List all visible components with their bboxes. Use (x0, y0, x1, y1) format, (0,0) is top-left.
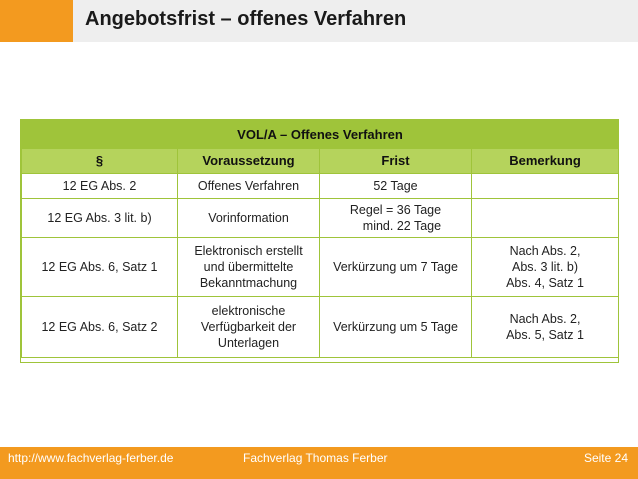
slide-title: Angebotsfrist – offenes Verfahren (85, 8, 407, 30)
cell-deadline: 52 Tage (320, 174, 472, 199)
slide-footer (0, 447, 638, 479)
column-header-remark: Bemerkung (472, 149, 619, 174)
cell-remark (472, 199, 619, 238)
cell-section: 12 EG Abs. 3 lit. b) (22, 199, 178, 238)
cell-requirement: Vorinformation (178, 199, 320, 238)
cell-remark: Nach Abs. 2, Abs. 3 lit. b) Abs. 4, Satz 1 (472, 238, 619, 297)
table-row (22, 297, 619, 358)
header-accent-bar (0, 0, 73, 42)
cell-requirement: elektronische Verfügbarkeit der Unterlagen (178, 297, 320, 358)
column-header-requirement: Voraussetzung (178, 149, 320, 174)
table-row (22, 199, 619, 238)
deadline-text: Regel = 36 Tage mind. 22 Tage (349, 203, 442, 233)
column-header-deadline: Frist (320, 149, 472, 174)
cell-section: 12 EG Abs. 6, Satz 2 (22, 297, 178, 358)
footer-url-link[interactable]: http://www.fachverlag-ferber.de (8, 451, 174, 465)
cell-remark: Nach Abs. 2, Abs. 5, Satz 1 (472, 297, 619, 358)
cell-section: 12 EG Abs. 2 (22, 174, 178, 199)
cell-requirement: Elektronisch erstellt und übermittelte Bekanntmachung (178, 238, 320, 297)
cell-section: 12 EG Abs. 6, Satz 1 (22, 238, 178, 297)
column-header-section: § (22, 149, 178, 174)
cell-deadline (320, 199, 472, 238)
table-title: VOL/A – Offenes Verfahren (22, 121, 619, 149)
table-row (22, 238, 619, 297)
table-header-row (22, 149, 619, 174)
cell-deadline: Verkürzung um 7 Tage (320, 238, 472, 297)
footer-publisher: Fachverlag Thomas Ferber (243, 451, 388, 465)
table-row (22, 174, 619, 199)
cell-remark (472, 174, 619, 199)
slide-header (0, 0, 638, 42)
cell-requirement: Offenes Verfahren (178, 174, 320, 199)
footer-page-number: Seite 24 (583, 451, 628, 465)
cell-deadline: Verkürzung um 5 Tage (320, 297, 472, 358)
deadline-table (20, 119, 619, 363)
